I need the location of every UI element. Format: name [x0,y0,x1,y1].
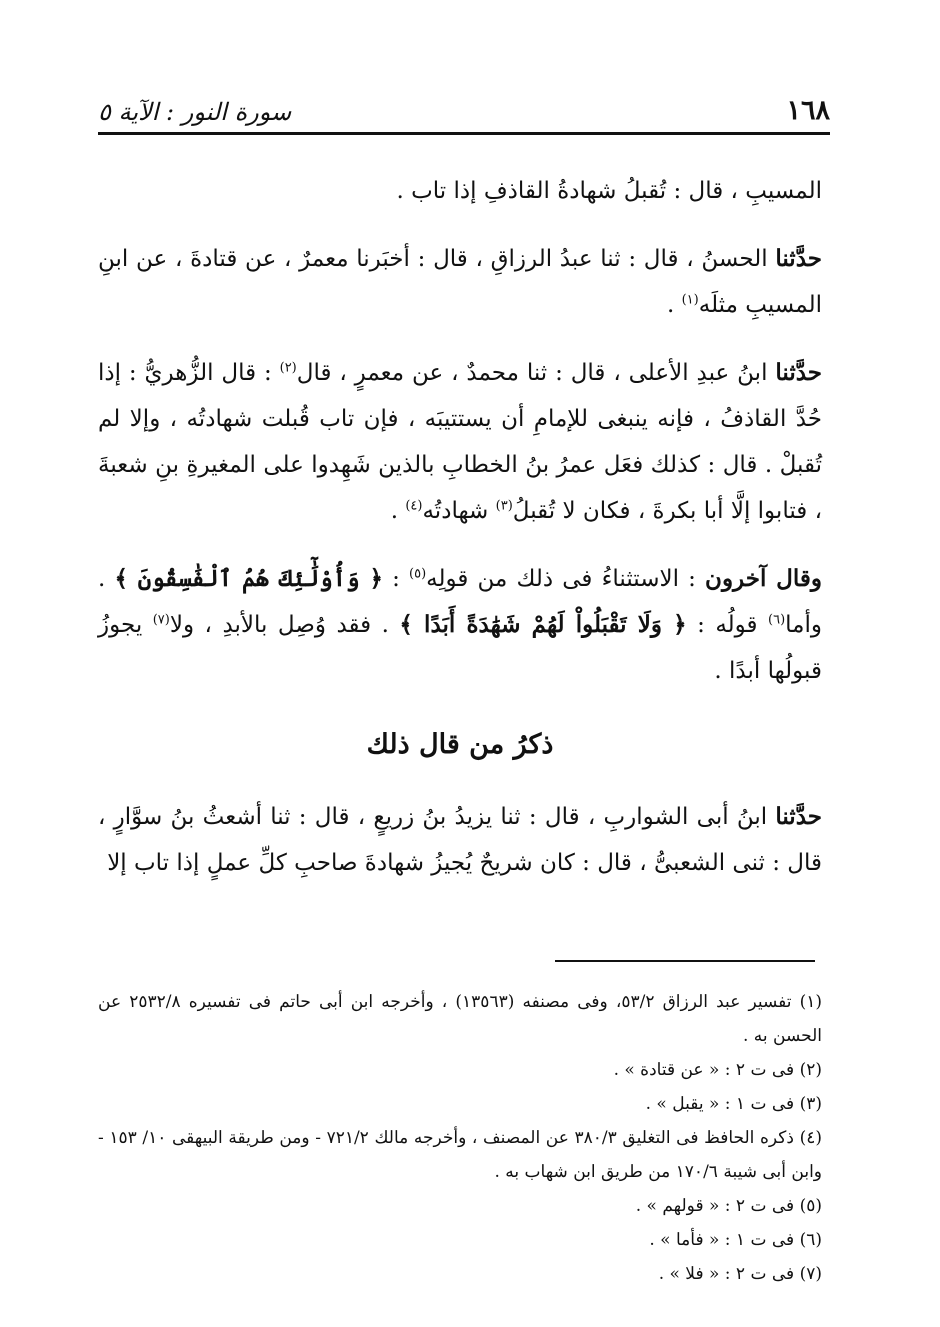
narration-lead: حدَّثنا [775,245,822,272]
footnote-ref[interactable]: (٦) [768,612,786,628]
quran-verse: ﴿ وَأُوْلَٰٓئِكَ هُمُ ٱلْفَٰسِقُونَ ﴾ [114,565,383,592]
footnote-item: (٣) فى ت ١ : « يقبل » . [645,1094,822,1114]
footnote-ref[interactable]: (٧) [152,612,170,628]
page-number: ١٦٨ [786,95,830,126]
footnote-item: (٥) فى ت ٢ : « قولهم » . [635,1196,822,1216]
paragraph-5: حدَّثنا ابنُ أبى الشواربِ ، قال : ثنا يزيدُ بنُ زريعٍ ، قال : ثنا أشعثُ بنُ سوَّارٍ ، قال : ثنى الشعبىُّ ، قال : كان شريحٌ يُجيزُ شهادةَ صاحبِ كلِّ عملٍ إذا تاب إلا [98,803,822,876]
narration-lead: حدَّثنا [775,359,823,386]
narration-lead: حدَّثنا [775,803,822,830]
paragraph-4: وقال آخرون : الاستثناءُ فى ذلك من قولِه$^{(٥)}$ : ﴿ وَأُوْلَٰٓئِكَ هُمُ ٱلْفَٰسِقُونَ ﴾ . وأما$^{(٦)}$ قولُه : ﴿ وَلَا تَقْبَلُواْ لَهُمْ شَهَٰدَةً أَبَدًا ﴾ . فقد وُصِل بالأبدِ ، ولا$^{(٧)}$ يجوزُ قبولُها أبدًا . [98,565,823,684]
footnote-rule [555,960,815,962]
paragraph-3: حدَّثنا ابنُ عبدِ الأعلى ، قال : ثنا محمدٌ ، عن معمرٍ ، قال$^{(٢)}$ : قال الزُّهريُّ : إذا حُدَّ القاذفُ ، فإنه ينبغى للإمامِ أن يستتيبَه ، فإن تاب قُبلت شهادتُه ، وإلا لم تُقبلْ . قال : كذلك فعَل عمرُ بنُ الخطابِ بالذين شَهِدوا على المغيرةِ بنِ شعبةَ ، فتابوا إلَّا أبا بكرةَ ، فكان لا تُقبلُ$^{(٣)}$ شهادتُه$^{(٤)}$ . [98,359,823,524]
running-title: سورة النور : الآية ٥ [98,98,292,126]
footnote-ref[interactable]: (٤) [405,498,423,514]
footnote-item: (٧) فى ت ٢ : « فلا » . [658,1264,822,1284]
footnotes [98,985,822,1291]
narration-lead: وقال آخرون [705,565,823,592]
footnote-item: (٢) فى ت ٢ : « عن قتادة » . [613,1060,822,1080]
footnote-ref[interactable]: (٣) [495,498,513,514]
footnote-ref[interactable]: (٥) [409,566,427,582]
paragraph-1: المسيبِ ، قال : تُقبلُ شهادةُ القاذفِ إذا تاب . [396,178,822,204]
footnote-item: (٤) ذكره الحافظ فى التغليق ٣٨٠/٣ عن المصنف ، وأخرجه مالك ٧٢١/٢ - ومن طريقة البيهقى ١٠/ ١٥٣ - وابن أبى شيبة ١٧٠/٦ من طريق ابن شهاب به . [98,1128,822,1182]
page-header [98,82,830,126]
main-text [98,168,822,908]
footnote-item: (٦) فى ت ١ : « فأما » . [649,1230,822,1250]
footnote-item: (١) تفسير عبد الرزاق ٥٣/٢، وفى مصنفه (١٣٥٦٣) ، وأخرجه ابن أبى حاتم فى تفسيره ٢٥٣٢/٨ عن الحسن به . [98,992,822,1046]
paragraph-2: حدَّثنا الحسنُ ، قال : ثنا عبدُ الرزاقِ ، قال : أخبَرنا معمرٌ ، عن قتادةَ ، عن ابنِ المسيبِ مثلَه$^{(١)}$ . [98,245,822,318]
quran-verse: ﴿ وَلَا تَقْبَلُواْ لَهُمْ شَهَٰدَةً أَبَدًا ﴾ [399,611,687,638]
footnote-ref[interactable]: (١) [681,292,699,308]
section-heading: ذكرُ من قال ذلك [366,729,554,760]
footnote-ref[interactable]: (٢) [279,360,297,376]
header-rule [98,132,830,135]
